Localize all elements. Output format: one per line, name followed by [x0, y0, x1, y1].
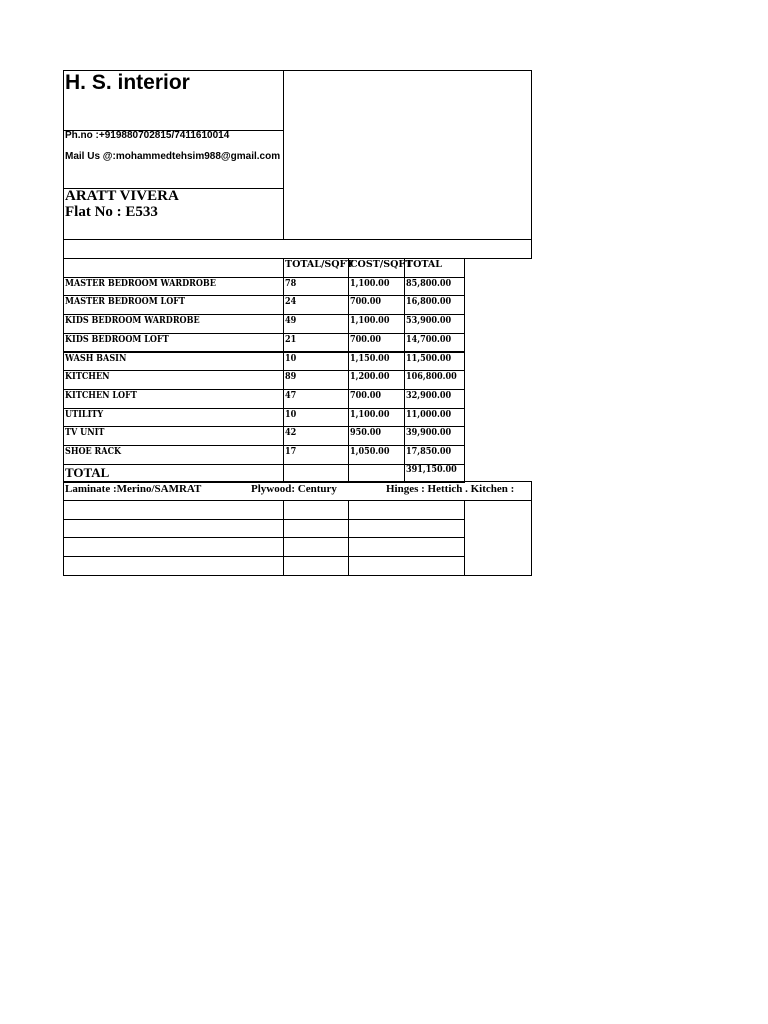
table-cell-item: KITCHEN LOFT — [65, 390, 137, 401]
table-cell-cost: 700.00 — [350, 390, 382, 401]
table-cell-sqft: 17 — [285, 447, 297, 457]
table-cell-sqft: 49 — [285, 316, 297, 327]
table-cell-item: KIDS BEDROOM WARDROBE — [65, 316, 200, 327]
table-cell-total: 39,900.00 — [406, 428, 452, 439]
table-cell-cost: 1,100.00 — [350, 278, 390, 289]
empty-grid-cell — [283, 500, 349, 520]
empty-grid-side-cell — [464, 500, 532, 576]
table-cell-total: 16,800.00 — [406, 297, 452, 308]
table-cell-cost: 1,050.00 — [350, 447, 390, 457]
table-cell-total: 106,800.00 — [406, 372, 457, 383]
table-cell-cost: 1,100.00 — [350, 409, 390, 420]
spec-plywood: Plywood: Century — [251, 483, 337, 495]
total-label: TOTAL — [65, 464, 110, 480]
empty-grid-cell — [348, 519, 465, 539]
spec-laminate: Laminate :Merino/SAMRAT — [65, 483, 202, 495]
table-cell-sqft: 21 — [285, 334, 297, 345]
table-header-label: TOTAL — [406, 259, 442, 270]
table-cell-item: TV UNIT — [65, 428, 105, 439]
company-phone: Ph.no :+919880702815/7411610014 — [65, 130, 230, 141]
grand-total-value: 391,150.00 — [406, 464, 457, 475]
empty-grid-cell — [348, 537, 465, 557]
table-cell-sqft: 10 — [285, 409, 297, 420]
empty-grid-cell — [63, 556, 284, 576]
table-cell-item: SHOE RACK — [65, 447, 122, 457]
table-cell-cost: 700.00 — [350, 297, 382, 308]
table-cell-total: 11,500.00 — [406, 353, 452, 364]
table-cell-total: 14,700.00 — [406, 334, 452, 345]
table-cell-sqft: 78 — [285, 278, 297, 289]
table-cell-total: 11,000.00 — [406, 409, 452, 420]
client-flat: Flat No : E533 — [65, 204, 158, 220]
spacer-row — [63, 239, 532, 259]
table-cell-cost: 1,100.00 — [350, 316, 390, 327]
table-cell-item: KITCHEN — [65, 372, 110, 383]
table-cell-item: KIDS BEDROOM LOFT — [65, 334, 169, 345]
company-email: Mail Us @:mohammedtehsim988@gmail.com — [65, 151, 281, 162]
table-cell-total: 32,900.00 — [406, 390, 452, 401]
table-cell-item: WASH BASIN — [65, 353, 127, 364]
table-cell-cost: 950.00 — [350, 428, 382, 439]
empty-grid-cell — [63, 537, 284, 557]
table-header-label: COST/SQFT — [350, 259, 413, 270]
table-cell-total: 53,900.00 — [406, 316, 452, 327]
table-cell-item: MASTER BEDROOM LOFT — [65, 297, 186, 308]
table-cell-total: 85,800.00 — [406, 278, 452, 289]
table-cell-sqft: 24 — [285, 297, 297, 308]
client-project: ARATT VIVERA — [65, 188, 179, 204]
empty-grid-cell — [63, 500, 284, 520]
empty-grid-cell — [348, 500, 465, 520]
table-header-cell — [63, 258, 284, 278]
company-name: H. S. interior — [65, 71, 190, 94]
empty-grid-cell — [283, 537, 349, 557]
table-cell-sqft: 10 — [285, 353, 297, 364]
empty-grid-cell — [283, 519, 349, 539]
empty-grid-cell — [283, 556, 349, 576]
empty-grid-cell — [63, 519, 284, 539]
table-cell-sqft: 42 — [285, 428, 297, 439]
table-cell-sqft: 89 — [285, 372, 297, 383]
table-cell-cost: 1,200.00 — [350, 372, 390, 383]
empty-grid-cell — [348, 556, 465, 576]
header-right-cell — [283, 70, 532, 240]
table-cell-total: 17,850.00 — [406, 447, 452, 457]
table-cell-cost: 700.00 — [350, 334, 382, 345]
table-cell-sqft: 47 — [285, 390, 297, 401]
table-cell-item: UTILITY — [65, 409, 104, 420]
table-cell-cost: 1,150.00 — [350, 353, 390, 364]
table-cell-item: MASTER BEDROOM WARDROBE — [65, 278, 216, 289]
spec-hinges: Hinges : Hettich . Kitchen : — [386, 483, 515, 495]
table-header-label: TOTAL/SQFT — [285, 259, 354, 270]
